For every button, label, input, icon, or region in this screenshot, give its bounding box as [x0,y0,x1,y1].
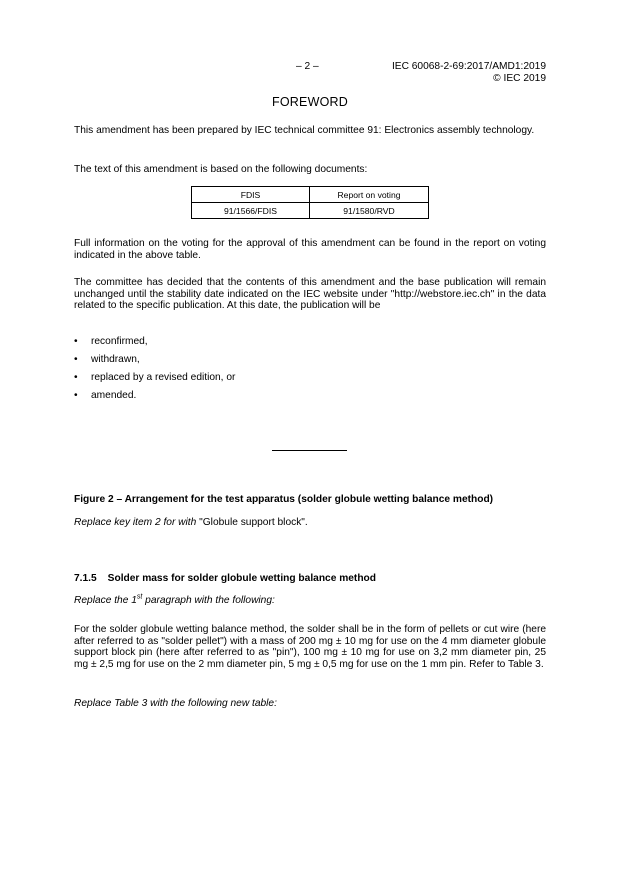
section-7-1-5-instruction: Replace the 1st paragraph with the following: [74,593,275,606]
list-item: • withdrawn, [74,354,140,365]
figure-2-heading: Figure 2 – Arrangement for the test apparatus (solder globule wetting balance method) [74,494,494,505]
page-number: – 2 – [296,61,319,72]
bullet-icon: • [74,372,78,383]
foreword-paragraph-4: The committee has decided that the contents of this amendment and the base publication will remain unchanged until the stability date indicated on the IEC website under "http://webstore.iec.ch" in the data related to the specific publication. At this date, the publication will be [74,277,546,312]
foreword-paragraph-1: This amendment has been prepared by IEC technical committee 91: Electronics assembly technology. [74,125,535,136]
voting-documents-table [191,186,429,219]
table-3-replacement-instruction: Replace Table 3 with the following new table: [74,698,277,709]
figure-2-instruction: Replace key item 2 for with "Globule support block". [74,517,308,528]
bullet-icon: • [74,354,78,365]
table-row [192,203,429,219]
table-cell: 91/1566/FDIS [192,203,310,219]
bullet-icon: • [74,336,78,347]
publication-status-list [74,336,235,408]
standard-reference: IEC 60068-2-69:2017/AMD1:2019 [391,61,546,72]
list-item: • replaced by a revised edition, or [74,372,236,383]
table-header-cell: FDIS [192,187,310,203]
list-item: • reconfirmed, [74,336,148,347]
foreword-title: FOREWORD [272,95,348,109]
standard-header [392,61,546,85]
table-header-cell: Report on voting [310,187,429,203]
table-cell: 91/1580/RVD [310,203,429,219]
section-7-1-5-heading: 7.1.5 Solder mass for solder globule wetting balance method [74,573,376,584]
bullet-icon: • [74,390,78,401]
foreword-paragraph-2: The text of this amendment is based on the following documents: [74,164,368,175]
section-7-1-5-body: For the solder globule wetting balance method, the solder shall be in the form of pellets or cut wire (here after referred to as "solder pellet") with a mass of 200 mg ± 10 mg for use on the 4 mm diameter globule support block pin (here after referred to as "pin"), 100 mg ± 10 mg for use on 3,2 mm diameter pin, 25 mg ± 2,5 mg for use on the 2 mm diameter pin, 5 mg ± 0,5 mg for use on the 1 mm pin. Refer to Table 3. [74,624,546,670]
foreword-paragraph-3: Full information on the voting for the approval of this amendment can be found in the report on voting indicated in the above table. [74,238,546,261]
copyright-notice: © IEC 2019 [493,73,546,84]
table-header-row [192,187,429,203]
section-divider [272,450,347,451]
list-item: • amended. [74,390,137,401]
